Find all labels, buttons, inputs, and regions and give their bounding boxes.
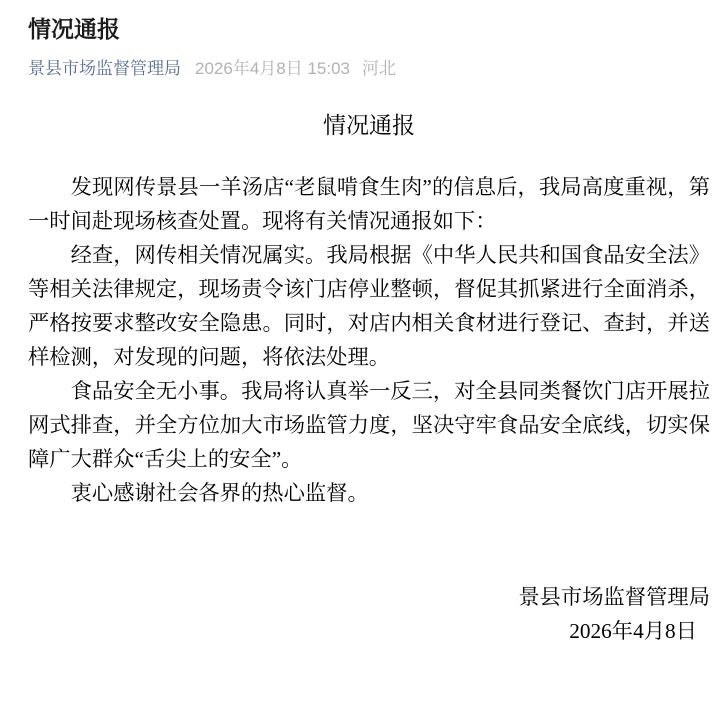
account-name-link[interactable]: 景县市场监督管理局 xyxy=(28,59,181,78)
signature-name: 景县市场监督管理局 xyxy=(518,585,710,609)
article-meta xyxy=(28,59,698,79)
publish-location: 河北 xyxy=(362,59,396,78)
page-title: 情况通报 xyxy=(28,16,120,42)
paragraph-1: 发现网传景县一羊汤店“老鼠啃食生肉”的信息后，我局高度重视，第一时间赴现场核查处置。现将有关情况通报如下： xyxy=(28,175,710,233)
paragraph-2: 经查，网传相关情况属实。我局根据《中华人民共和国食品安全法》等相关法律规定，现场责令该门店停业整顿，督促其抓紧进行全面消杀，严格按要求整改安全隐患。同时，对店内相关食材进行登记、查封，并送样检测，对发现的问题，将依法处理。 xyxy=(28,243,710,369)
signature-block xyxy=(28,580,710,648)
document-title: 情况通报 xyxy=(323,113,415,138)
paragraph-4: 衷心感谢社会各界的热心监督。 xyxy=(70,481,369,505)
paragraph-3: 食品安全无小事。我局将认真举一反三，对全县同类餐饮门店开展拉网式排查，并全方位加大市场监管力度，坚决守牢食品安全底线，切实保障广大群众“舌尖上的安全”。 xyxy=(28,379,710,471)
signature-date: 2026年4月8日 xyxy=(569,619,697,643)
article-body xyxy=(28,109,710,648)
publish-datetime: 2026年4月8日 15:03 xyxy=(195,59,350,78)
